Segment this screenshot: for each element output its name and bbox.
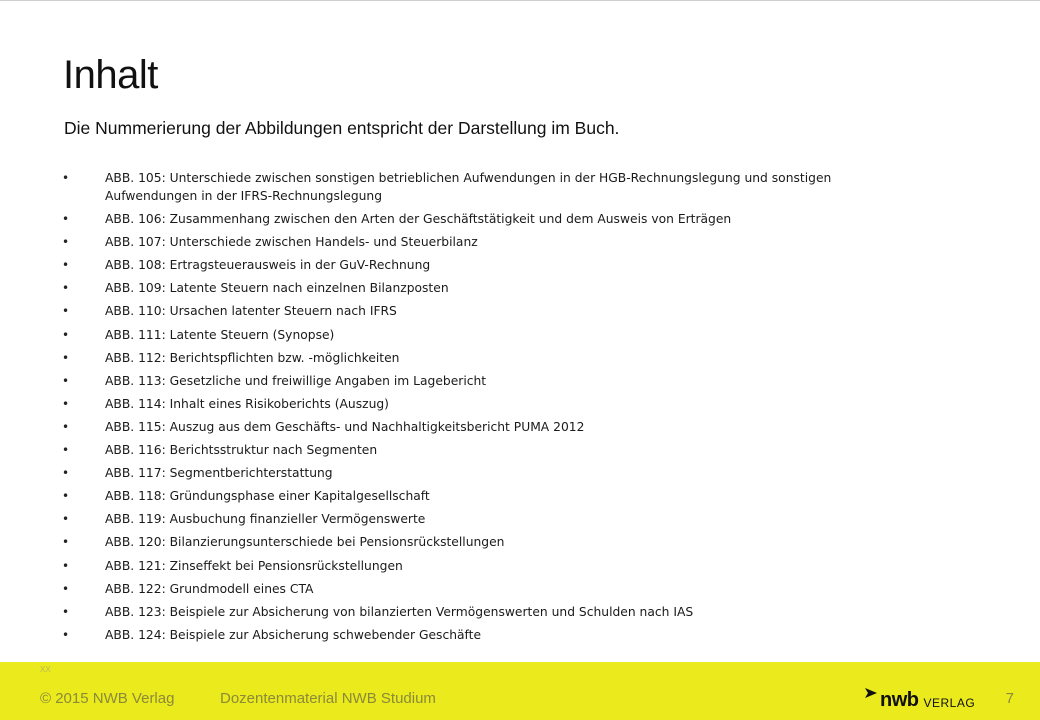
list-item-text: ABB. 108: Ertragsteuerausweis in der GuV-Rechnung (105, 258, 431, 273)
list-item-text: ABB. 123: Beispiele zur Absicherung von bilanzierten Vermögenswerten und Schulden nach IAS (105, 604, 694, 619)
list-item (62, 626, 882, 644)
page-title: Inhalt (63, 53, 158, 97)
footer-small-label: XX (40, 665, 51, 674)
arrow-icon (864, 686, 878, 700)
list-item-text: ABB. 112: Berichtspflichten bzw. -möglichkeiten (105, 350, 400, 365)
list-item-text: ABB. 113: Gesetzliche und freiwillige Angaben im Lagebericht (105, 373, 487, 388)
list-item (62, 256, 882, 274)
list-item-text: ABB. 124: Beispiele zur Absicherung schwebender Geschäfte (105, 627, 482, 642)
list-item (62, 169, 882, 205)
list-item (62, 349, 882, 367)
list-item (62, 603, 882, 621)
list-item (62, 395, 882, 413)
bullet-icon: • (62, 327, 70, 342)
list-item (62, 580, 882, 598)
bullet-icon: • (62, 419, 70, 434)
list-item (62, 326, 882, 344)
bullet-icon: • (62, 171, 70, 185)
list-item (62, 533, 882, 551)
footer-bar (0, 662, 1040, 720)
bullet-icon: • (62, 212, 70, 227)
bullet-icon: • (62, 350, 70, 365)
bullet-icon: • (62, 258, 70, 273)
figure-list (62, 169, 882, 649)
list-item-text: ABB. 116: Berichtsstruktur nach Segmenten (105, 443, 378, 458)
list-item (62, 557, 882, 575)
list-item (62, 233, 882, 251)
bullet-icon: • (62, 535, 70, 550)
bullet-icon: • (62, 304, 70, 319)
list-item (62, 441, 882, 459)
list-item (62, 464, 882, 482)
list-item-text: ABB. 107: Unterschiede zwischen Handels- und Steuerbilanz (105, 235, 478, 250)
list-item-text: ABB. 121: Zinseffekt bei Pensionsrückstellungen (105, 558, 403, 573)
nwb-logo (864, 686, 975, 710)
list-item-text: ABB. 119: Ausbuchung finanzieller Vermögenswerte (105, 512, 426, 527)
bullet-icon: • (62, 396, 70, 411)
list-item-text: ABB. 122: Grundmodell eines CTA (105, 581, 314, 596)
list-item (62, 487, 882, 505)
list-item-text: ABB. 114: Inhalt eines Risikoberichts (Auszug) (105, 396, 389, 411)
bullet-icon: • (62, 281, 70, 296)
list-item-text: ABB. 111: Latente Steuern (Synopse) (105, 327, 335, 342)
list-item-text: ABB. 109: Latente Steuern nach einzelnen Bilanzposten (105, 281, 449, 296)
bullet-icon: • (62, 443, 70, 458)
list-item-text: ABB. 110: Ursachen latenter Steuern nach IFRS (105, 304, 397, 319)
bullet-icon: • (62, 558, 70, 573)
list-item (62, 279, 882, 297)
list-item-text: ABB. 106: Zusammenhang zwischen den Arten der Geschäftstätigkeit und dem Ausweis von Erträgen (105, 212, 732, 227)
bullet-icon: • (62, 466, 70, 481)
list-item (62, 372, 882, 390)
bullet-icon: • (62, 512, 70, 527)
list-item-text: ABB. 117: Segmentberichterstattung (105, 466, 333, 481)
list-item-text: ABB. 118: Gründungsphase einer Kapitalgesellschaft (105, 489, 430, 504)
list-item (62, 210, 882, 228)
page-number: 7 (1005, 690, 1014, 707)
footer-copyright: © 2015 NWB Verlag (40, 690, 175, 707)
bullet-icon: • (62, 627, 70, 642)
logo-subtext: VERLAG (923, 696, 976, 710)
list-item-text: ABB. 105: Unterschiede zwischen sonstigen betrieblichen Aufwendungen in der HGB-Rechnungslegung und sonstigen Aufwendungen in der IFRS-Rechnungslegung (105, 171, 832, 203)
list-item (62, 302, 882, 320)
bullet-icon: • (62, 373, 70, 388)
list-item (62, 418, 882, 436)
footer-course: Dozentenmaterial NWB Studium (220, 690, 436, 707)
bullet-icon: • (62, 604, 70, 619)
bullet-icon: • (62, 489, 70, 504)
page-subtitle: Die Nummerierung der Abbildungen entspricht der Darstellung im Buch. (64, 118, 620, 138)
list-item-text: ABB. 115: Auszug aus dem Geschäfts- und Nachhaltigkeitsbericht PUMA 2012 (105, 419, 585, 434)
bullet-icon: • (62, 581, 70, 596)
bullet-icon: • (62, 235, 70, 250)
list-item (62, 510, 882, 528)
logo-wordmark: nwb (880, 689, 919, 711)
list-item-text: ABB. 120: Bilanzierungsunterschiede bei Pensionsrückstellungen (105, 535, 505, 550)
